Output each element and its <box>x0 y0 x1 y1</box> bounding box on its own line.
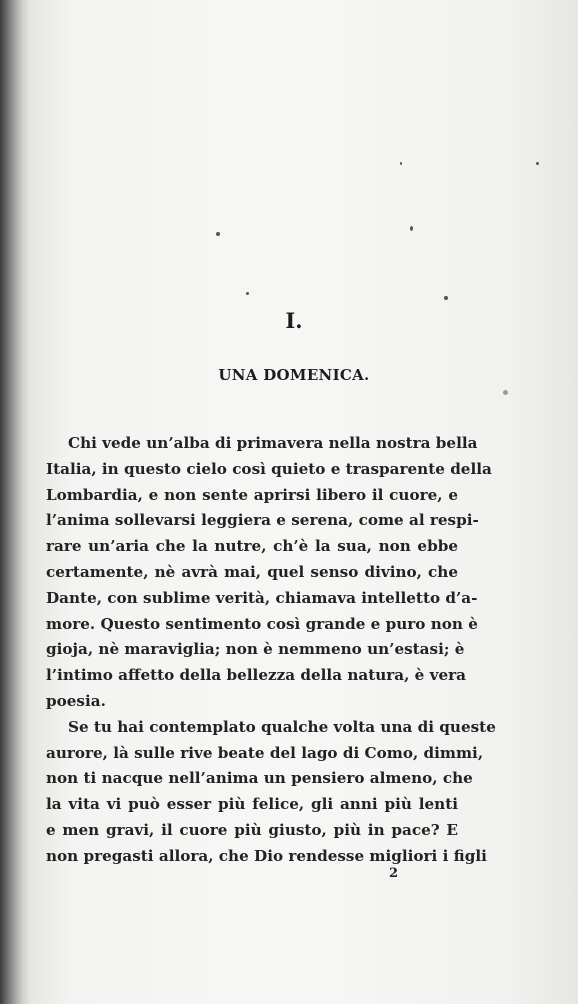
text-line: non pregasti allora, che Dio rendesse migliori i figli <box>46 846 487 865</box>
text-line: more. Questo sentimento così grande e puro non è <box>46 614 478 633</box>
text-line: Dante, con sublime verità, chiamava intelletto d’a- <box>46 588 478 607</box>
text-line: poesia. <box>46 691 106 710</box>
body-text <box>46 431 496 870</box>
text-line: certamente, nè avrà mai, quel senso divino, che <box>46 562 458 581</box>
ink-speck <box>246 292 249 295</box>
binding-shadow <box>0 0 30 1004</box>
ink-speck <box>536 162 539 165</box>
ink-speck <box>400 162 402 165</box>
ink-speck <box>410 226 413 231</box>
text-line: Chi vede un’alba di primavera nella nostra bella <box>68 434 478 452</box>
text-line: e men gravi, il cuore più giusto, più in pace? E <box>46 820 458 839</box>
text-line: l’anima sollevarsi leggiera e serena, come al respi- <box>46 511 479 530</box>
ink-speck <box>503 390 508 395</box>
text-line: non ti nacque nell’anima un pensiero almeno, che <box>46 769 473 788</box>
ink-speck <box>216 232 220 236</box>
text-line: Se tu hai contemplato qualche volta una di queste <box>68 717 496 736</box>
text-line: gioja, nè maraviglia; non è nemmeno un’estasi; è <box>46 640 465 659</box>
text-line: Lombardia, e non sente aprirsi libero il cuore, e <box>46 485 458 504</box>
chapter-number: I. <box>285 308 303 333</box>
chapter-title: UNA DOMENICA. <box>218 366 370 384</box>
page-number: 2 <box>389 866 399 881</box>
text-line: Italia, in questo cielo così quieto e trasparente della <box>46 459 492 478</box>
text-line: rare un’aria che la nutre, ch’è la sua, non ebbe <box>46 537 458 556</box>
text-line: l’intimo affetto della bellezza della natura, è vera <box>46 666 466 685</box>
text-line: la vita vi può esser più felice, gli anni più lenti <box>46 795 458 814</box>
ink-speck <box>444 296 448 300</box>
text-line: aurore, là sulle rive beate del lago di Como, dimmi, <box>46 743 484 762</box>
